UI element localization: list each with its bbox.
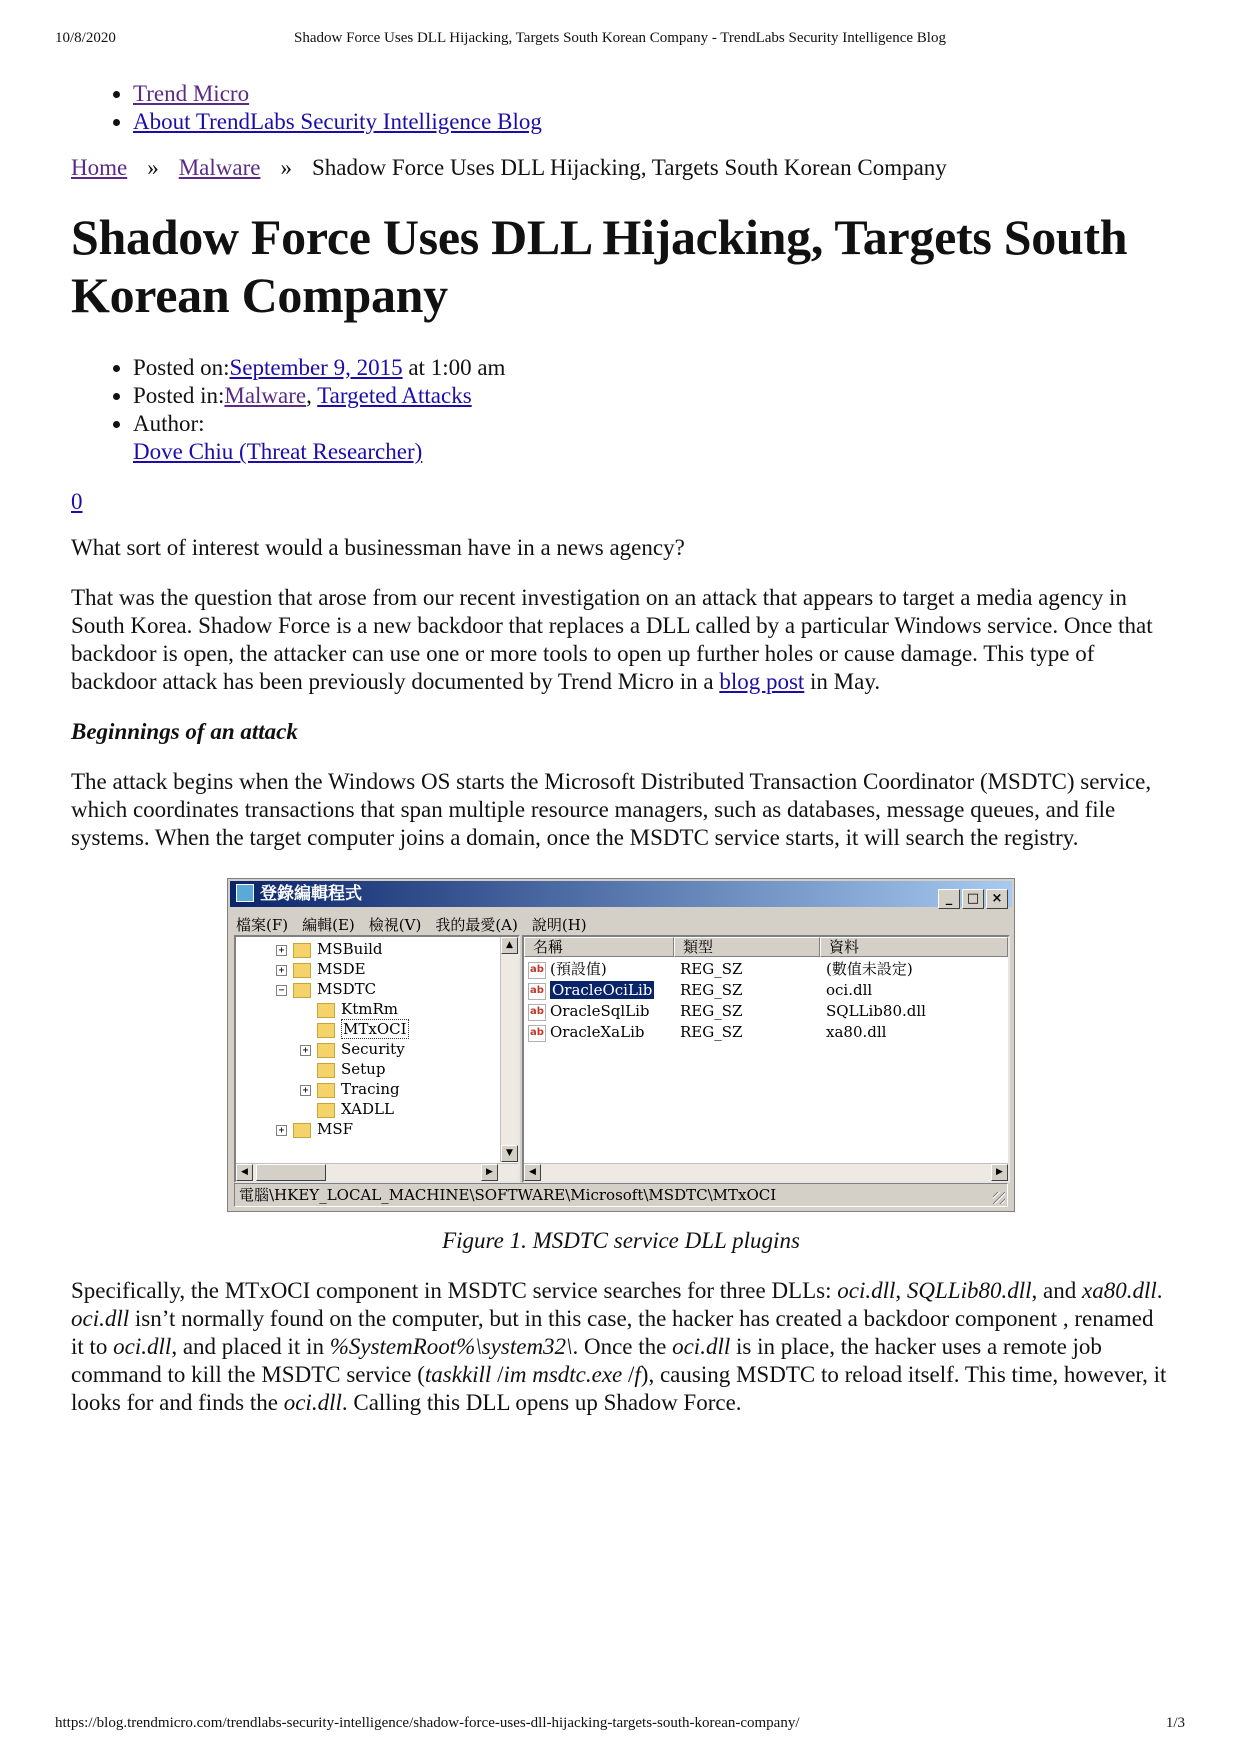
- meta-posted-on: [133, 354, 1171, 382]
- top-nav-item: [133, 80, 1171, 108]
- menu-edit[interactable]: 編輯(E): [302, 916, 355, 934]
- post-meta: [71, 354, 1171, 466]
- scroll-down-icon[interactable]: ▼: [501, 1145, 518, 1162]
- paragraph-question: [71, 584, 1171, 696]
- category-comma: ,: [306, 383, 318, 408]
- paragraph-text: That was the question that arose from our recent investigation on an attack that appears to target a media agency in South Korea. Shadow Force is a new backdoor that replaces a DLL called by a particular Windows service. Once that backdoor is open, the attacker can use one or more tools to open up further holes or cause damage. This type of backdoor attack has been previously documented by Trend Micro in a: [71, 585, 1153, 694]
- registry-path: 電腦\HKEY_LOCAL_MACHINE\SOFTWARE\Microsoft\MSDTC\MTxOCI: [239, 1186, 777, 1204]
- value-name: OracleOciLib: [552, 981, 653, 999]
- value-type: REG_SZ: [680, 1002, 743, 1020]
- tree-item-setup[interactable]: [300, 1059, 385, 1079]
- scroll-right-icon[interactable]: ▶: [481, 1164, 498, 1181]
- menu-help[interactable]: 說明(H): [531, 916, 587, 934]
- maximize-button[interactable]: □: [962, 889, 984, 909]
- text-run: .: [1156, 1278, 1163, 1303]
- folder-icon: [293, 1123, 311, 1138]
- value-row[interactable]: [524, 959, 1008, 980]
- tree-horizontal-scrollbar[interactable]: [236, 1163, 518, 1181]
- value-name: OracleXaLib: [550, 1023, 645, 1041]
- window-title: 登錄編輯程式: [260, 884, 362, 904]
- breadcrumb-separator: »: [280, 155, 292, 180]
- value-name: OracleSqlLib: [550, 1002, 650, 1020]
- command-text: f: [634, 1362, 641, 1387]
- paragraph-text: in May.: [804, 669, 881, 694]
- column-header-data[interactable]: 資料: [820, 937, 1008, 957]
- figure-registry-editor: [71, 878, 1171, 1255]
- registry-tree-pane: [234, 935, 520, 1183]
- expand-toggle-icon[interactable]: +: [276, 965, 287, 976]
- tree-item-msf[interactable]: [276, 1119, 353, 1139]
- text-run: , and: [1031, 1278, 1082, 1303]
- text-run: is in place, the hacker uses a remote job command to kill the MSDTC service (: [71, 1334, 1102, 1387]
- menu-favorites[interactable]: 我的最愛(A): [435, 916, 518, 934]
- tree-item-label: Tracing: [341, 1080, 400, 1098]
- nav-link-about-blog[interactable]: About TrendLabs Security Intelligence Blog: [133, 109, 542, 134]
- collapse-toggle-icon[interactable]: −: [276, 985, 287, 996]
- tree-item-label: MSF: [317, 1120, 354, 1138]
- tree-item-msbuild[interactable]: [276, 939, 383, 959]
- author-link[interactable]: Dove Chiu (Threat Researcher): [133, 439, 423, 464]
- value-type: REG_SZ: [680, 960, 743, 978]
- tree-item-label: Setup: [341, 1060, 386, 1078]
- value-data: oci.dll: [826, 981, 873, 999]
- folder-open-icon: [293, 983, 311, 998]
- values-horizontal-scrollbar[interactable]: [524, 1163, 1008, 1181]
- print-doc-title: Shadow Force Uses DLL Hijacking, Targets South Korean Company - TrendLabs Security Intelligence Blog: [294, 30, 946, 46]
- menu-view[interactable]: 檢視(V): [368, 916, 422, 934]
- value-data: xa80.dll: [826, 1023, 887, 1041]
- regedit-app-icon: [236, 884, 254, 902]
- tree-vertical-scrollbar[interactable]: [500, 937, 518, 1162]
- string-value-icon: ab: [528, 1025, 546, 1042]
- text-run: isn’t normally found on the computer, but in this case, the hacker has created a backdoor component , renamed it to: [71, 1306, 1154, 1359]
- expand-toggle-icon: [300, 1005, 311, 1016]
- breadcrumb-separator: »: [147, 155, 159, 180]
- text-run: . Once the: [572, 1334, 673, 1359]
- expand-toggle-icon: [300, 1025, 311, 1036]
- folder-icon: [317, 1063, 335, 1078]
- filename-text: oci.dll: [283, 1390, 342, 1415]
- comment-count: [71, 488, 1171, 516]
- tree-item-label: XADLL: [341, 1100, 394, 1118]
- meta-posted-in: [133, 382, 1171, 410]
- tree-item-mtxoci[interactable]: [300, 1019, 409, 1039]
- filename-text: SQLLib80.dll: [906, 1278, 1032, 1303]
- expand-toggle-icon[interactable]: +: [300, 1085, 311, 1096]
- scroll-right-icon[interactable]: ▶: [991, 1164, 1008, 1181]
- breadcrumb: [71, 147, 1171, 189]
- command-text: taskkill: [424, 1362, 492, 1387]
- value-data: SQLLib80.dll: [826, 1002, 926, 1020]
- figure-caption: Figure 1. MSDTC service DLL plugins: [442, 1228, 800, 1253]
- breadcrumb-current: Shadow Force Uses DLL Hijacking, Targets South Korean Company: [311, 155, 947, 180]
- page-title: Shadow Force Uses DLL Hijacking, Targets South Korean Company: [71, 209, 1128, 323]
- folder-icon: [317, 1083, 335, 1098]
- folder-icon: [293, 963, 311, 978]
- tree-item-tracing[interactable]: [300, 1079, 400, 1099]
- page-number: 1/3: [1165, 1715, 1185, 1731]
- comment-count-link[interactable]: 0: [71, 489, 83, 514]
- text-run: Specifically, the MTxOCI component in MSDTC service searches for three DLLs:: [71, 1278, 838, 1303]
- tree-item-msde[interactable]: [276, 959, 366, 979]
- registry-values-pane: [522, 935, 1010, 1183]
- expand-toggle-icon[interactable]: +: [300, 1045, 311, 1056]
- post-date-link[interactable]: September 9, 2015: [229, 355, 403, 380]
- column-header-name[interactable]: 名稱: [524, 937, 674, 957]
- top-nav-item: [133, 108, 1171, 136]
- close-button[interactable]: ×: [986, 889, 1008, 909]
- tree-item-label: KtmRm: [341, 1000, 398, 1018]
- meta-author: [133, 410, 1171, 466]
- expand-toggle-icon: [300, 1065, 311, 1076]
- category-link-malware[interactable]: Malware: [224, 383, 307, 408]
- page-content: [71, 80, 1171, 1417]
- tree-item-msdtc[interactable]: [276, 979, 376, 999]
- section-heading: Beginnings of an attack: [71, 719, 298, 744]
- text-run: ), causing MSDTC to reload itself. This time, however, it looks for and finds the: [71, 1362, 1167, 1415]
- value-data: (數值未設定): [826, 960, 913, 978]
- filename-text: oci.dll: [113, 1334, 172, 1359]
- scroll-thumb[interactable]: [256, 1164, 326, 1181]
- top-nav: [71, 80, 1171, 136]
- tree-item-security[interactable]: [300, 1039, 405, 1059]
- print-date: 10/8/2020: [55, 30, 116, 46]
- value-row[interactable]: [524, 1001, 1008, 1022]
- posted-in-label: Posted in:: [133, 383, 225, 408]
- registry-editor-window: [227, 878, 1015, 1212]
- tree-item-label: Security: [341, 1040, 405, 1058]
- filename-text: xa80.dll: [1081, 1278, 1157, 1303]
- window-titlebar: [230, 881, 1012, 907]
- print-url: https://blog.trendmicro.com/trendlabs-security-intelligence/shadow-force-uses-dll-hijacking-targets-south-korean-company/: [55, 1715, 800, 1731]
- resize-grip-icon[interactable]: [993, 1192, 1005, 1204]
- tree-item-label: MSDTC: [317, 980, 377, 998]
- text-run: /: [622, 1362, 635, 1387]
- tree-item-ktmrm[interactable]: [300, 999, 398, 1019]
- string-value-icon: ab: [528, 983, 546, 1000]
- expand-toggle-icon[interactable]: +: [276, 1125, 287, 1136]
- breadcrumb-home-link[interactable]: Home: [71, 155, 128, 180]
- value-type: REG_SZ: [680, 981, 743, 999]
- tree-item-xadll[interactable]: [300, 1099, 394, 1119]
- folder-icon: [317, 1003, 335, 1018]
- folder-icon: [293, 943, 311, 958]
- path-text: %SystemRoot%\system32\: [329, 1334, 573, 1359]
- print-footer: [55, 1715, 1185, 1732]
- value-row[interactable]: [524, 980, 1008, 1001]
- string-value-icon: ab: [528, 962, 546, 979]
- minimize-button[interactable]: _: [938, 889, 960, 909]
- folder-open-icon: [317, 1023, 335, 1038]
- paragraph-dll-details: [71, 1277, 1171, 1417]
- nav-link-trend-micro[interactable]: Trend Micro: [133, 81, 250, 106]
- posted-on-label: Posted on:: [133, 355, 230, 380]
- scroll-left-icon[interactable]: ◀: [236, 1164, 253, 1181]
- scroll-up-icon[interactable]: ▲: [501, 937, 518, 954]
- tree-item-label: MSDE: [317, 960, 366, 978]
- window-controls: [936, 884, 1008, 910]
- filename-text: oci.dll: [71, 1306, 130, 1331]
- expand-toggle-icon[interactable]: +: [276, 945, 287, 956]
- column-header-type[interactable]: 類型: [674, 937, 820, 957]
- breadcrumb-malware-link[interactable]: Malware: [178, 155, 261, 180]
- expand-toggle-icon: [300, 1105, 311, 1116]
- value-name: (預設值): [550, 960, 607, 978]
- paragraph-attack-start: The attack begins when the Windows OS starts the Microsoft Distributed Transaction Coordinator (MSDTC) service, which coordinates transactions that span multiple resource managers, such as databases, message queues, and file systems. When the target computer joins a domain, once the MSDTC service starts, it will search the registry.: [71, 769, 1152, 850]
- text-run: , and placed it in: [171, 1334, 330, 1359]
- filename-text: oci.dll: [672, 1334, 731, 1359]
- status-bar: [234, 1183, 1008, 1207]
- text-run: . Calling this DLL opens up Shadow Force.: [341, 1390, 742, 1415]
- blog-post-link[interactable]: blog post: [719, 669, 805, 694]
- command-text: im msdtc.exe: [503, 1362, 623, 1387]
- string-value-icon: ab: [528, 1004, 546, 1021]
- menu-file[interactable]: 檔案(F): [236, 916, 289, 934]
- value-type: REG_SZ: [680, 1023, 743, 1041]
- paragraph-intro: What sort of interest would a businessman have in a news agency?: [71, 535, 685, 560]
- value-row[interactable]: [524, 1022, 1008, 1043]
- category-link-targeted-attacks[interactable]: Targeted Attacks: [317, 383, 472, 408]
- tree-item-label: MSBuild: [317, 940, 383, 958]
- folder-icon: [317, 1043, 335, 1058]
- scroll-left-icon[interactable]: ◀: [524, 1164, 541, 1181]
- folder-icon: [317, 1103, 335, 1118]
- filename-text: oci.dll: [837, 1278, 896, 1303]
- text-run: ,: [895, 1278, 907, 1303]
- post-time: at 1:00 am: [402, 355, 506, 380]
- tree-item-label: MTxOCI: [343, 1020, 407, 1038]
- author-label: Author:: [133, 411, 205, 436]
- text-run: /: [491, 1362, 504, 1387]
